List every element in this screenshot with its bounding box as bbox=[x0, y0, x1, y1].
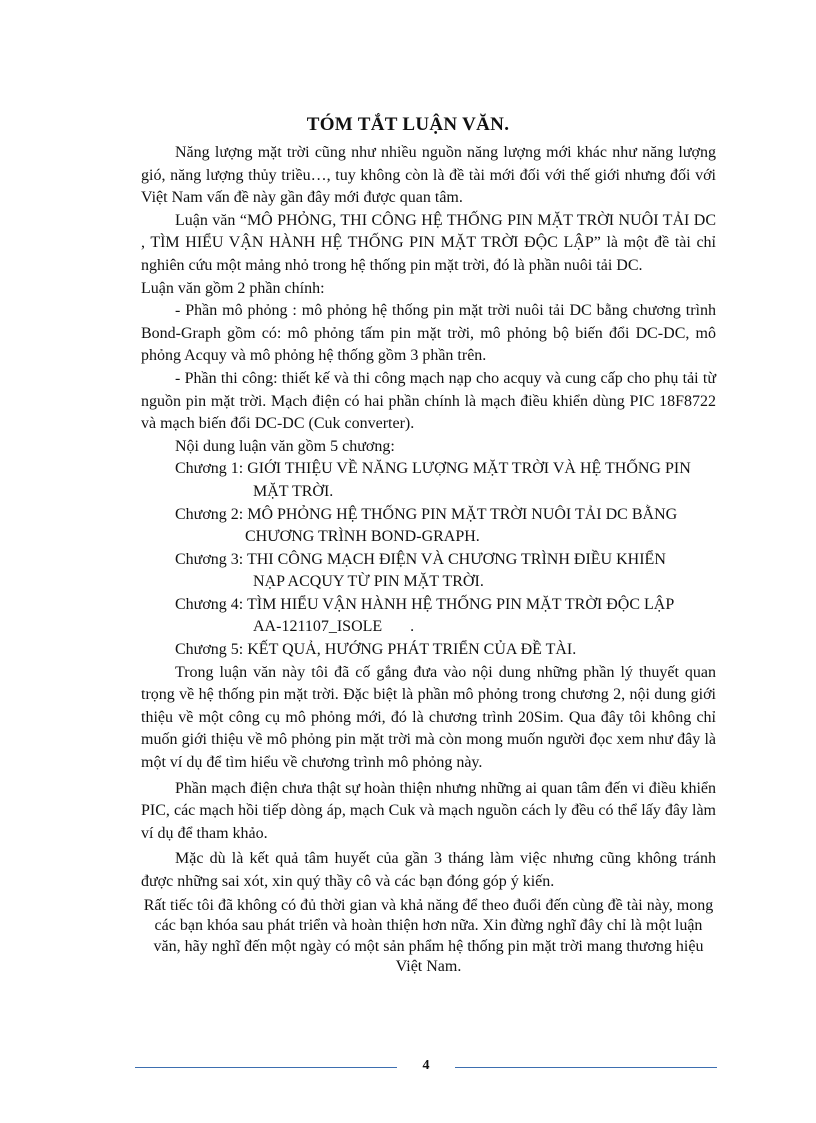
paragraph-parts-heading: Luận văn gồm 2 phần chính: bbox=[141, 279, 325, 297]
page-number: 4 bbox=[422, 1058, 430, 1073]
paragraph-construction-part: - Phần thi công: thiết kế và thi công mạch nạp cho acquy và cung cấp cho phụ tải từ nguồn pin mặt trời. Mạch điện có hai phần chính là mạch điều khiển dùng PIC 18F8722 và mạch biến đổi DC-DC (Cuk converter). bbox=[141, 369, 716, 433]
page-footer bbox=[0, 1058, 816, 1078]
chapter-2-label: Chương 2: MÔ PHỎNG HỆ THỐNG PIN MẶT TRỜI NUÔI TẢI DC BẰNG bbox=[175, 505, 678, 523]
chapter-2-cont: CHƯƠNG TRÌNH BOND-GRAPH. bbox=[245, 528, 480, 546]
paragraph-thesis: Luận văn “MÔ PHỎNG, THI CÔNG HỆ THỐNG PIN MẶT TRỜI NUÔI TẢI DC , TÌM HIỂU VẬN HÀNH HỆ THỐNG PIN MẶT TRỜI ĐỘC LẬP” là một đề tài chỉ nghiên cứu một mảng nhỏ trong hệ thống pin mặt trời, đó là phần nuôi tải DC. bbox=[141, 211, 716, 274]
chapter-1-label: Chương 1: GIỚI THIỆU VỀ NĂNG LƯỢNG MẶT TRỜI VÀ HỆ THỐNG PIN bbox=[175, 460, 691, 478]
chapter-1-cont: MẶT TRỜI. bbox=[253, 482, 334, 500]
chapter-1 bbox=[141, 458, 716, 503]
chapter-5 bbox=[141, 639, 716, 662]
chapter-4 bbox=[141, 594, 716, 639]
paragraph-closing-2: Phần mạch điện chưa thật sự hoàn thiện nhưng những ai quan tâm đến vi điều khiển PIC, các mạch hồi tiếp dòng áp, mạch Cuk và mạch nguồn cách ly đều có thể lấy đây làm ví dụ để tham khảo. bbox=[141, 779, 716, 842]
summary-body bbox=[141, 142, 716, 978]
chapter-5-label: Chương 5: KẾT QUẢ, HƯỚNG PHÁT TRIỂN CỦA ĐỀ TÀI. bbox=[175, 641, 577, 659]
chapter-3-cont: NẠP ACQUY TỪ PIN MẶT TRỜI. bbox=[253, 573, 484, 591]
paragraph-intro: Năng lượng mặt trời cũng như nhiều nguồn năng lượng mới khác như năng lượng gió, năng lượng thủy triều…, tuy không còn là đề tài mới đối với thế giới nhưng đối với Việt Nam vấn đề này gần đây mới được quan tâm. bbox=[141, 144, 716, 207]
paragraph-closing-3: Mặc dù là kết quả tâm huyết của gần 3 tháng làm việc nhưng cũng không tránh được những sai xót, xin quý thầy cô và các bạn đóng góp ý kiến. bbox=[141, 850, 716, 890]
chapter-3-label: Chương 3: THI CÔNG MẠCH ĐIỆN VÀ CHƯƠNG TRÌNH ĐIỀU KHIỂN bbox=[175, 550, 666, 568]
chapter-2 bbox=[141, 504, 716, 549]
footer-rule-right bbox=[455, 1067, 717, 1068]
paragraph-chapters-heading: Nội dung luận văn gồm 5 chương: bbox=[175, 437, 395, 455]
paragraph-closing-1: Trong luận văn này tôi đã cố gắng đưa vào nội dung những phần lý thuyết quan trọng về hệ thống pin mặt trời. Đặc biệt là phần mô phỏng trong chương 2, nội dung giới thiệu về một công cụ mô phỏng mới, đó là chương trình 20Sim. Qua đây tôi không chỉ muốn giới thiệu về mô phỏng pin mặt trời mà còn mong muốn người đọc xem như đây là một ví dụ để tìm hiểu về chương trình mô phỏng này. bbox=[141, 663, 716, 772]
chapter-4-label: Chương 4: TÌM HIỂU VẬN HÀNH HỆ THỐNG PIN MẶT TRỜI ĐỘC LẬP bbox=[175, 595, 675, 613]
chapter-3 bbox=[141, 549, 716, 594]
paragraph-simulation-part: - Phần mô phỏng : mô phỏng hệ thống pin mặt trời nuôi tải DC bằng chương trình Bond-Graph gồm có: mô phỏng tấm pin mặt trời, mô phỏng bộ biến đổi DC-DC, mô phỏng Acquy và mô phỏng hệ thống gồm 3 phần trên. bbox=[141, 302, 716, 365]
chapter-4-cont: AA-121107_ISOLE . bbox=[253, 618, 415, 636]
paragraph-final: Rất tiếc tôi đã không có đủ thời gian và khả năng để theo đuổi đến cùng đề tài này, mong các bạn khóa sau phát triển và hoàn thiện hơn nữa. Xin đừng nghĩ đây chỉ là một luận văn, hãy nghĩ đến một ngày có một sản phẩm hệ thống pin mặt trời mang thương hiệu Việt Nam. bbox=[143, 896, 714, 976]
page-title: TÓM TẮT LUẬN VĂN. bbox=[306, 114, 510, 135]
